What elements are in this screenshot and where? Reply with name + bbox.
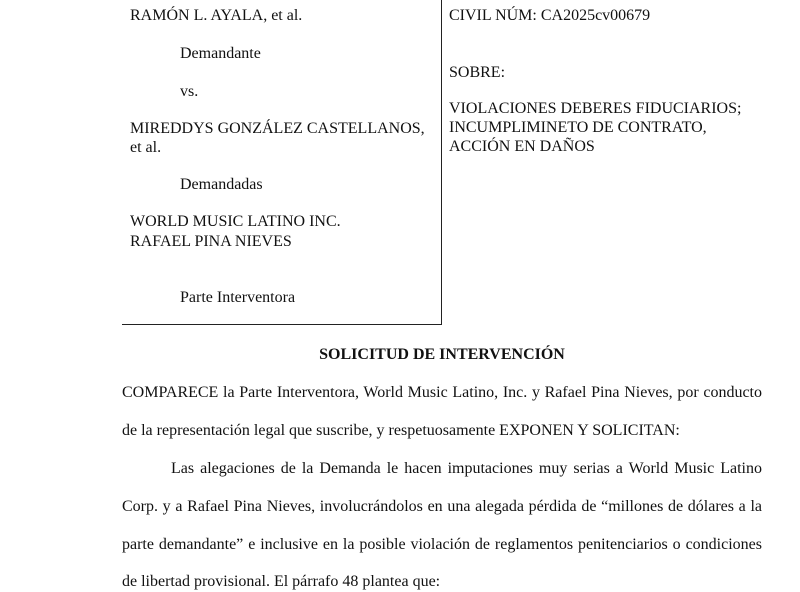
defendant-name-line1: MIREDDYS GONZÁLEZ CASTELLANOS, (130, 120, 425, 137)
case-number: CIVIL NÚM: CA2025cv00679 (449, 7, 651, 24)
versus-label: vs. (180, 83, 199, 100)
subject-line1: VIOLACIONES DEBERES FIDUCIARIOS; (449, 100, 742, 117)
caption-box (122, 0, 442, 325)
subject-line2: INCUMPLIMINETO DE CONTRATO, (449, 119, 707, 136)
defendant-role: Demandadas (180, 176, 263, 193)
plaintiff-role: Demandante (180, 45, 261, 62)
intervenor-name-line2: RAFAEL PINA NIEVES (130, 233, 292, 250)
paragraph-2-line-3: parte demandante” e inclusive en la posible violación de reglamentos penitenciarios o condiciones (122, 536, 762, 553)
subject-line3: ACCIÓN EN DAÑOS (449, 138, 595, 155)
document-title: SOLICITUD DE INTERVENCIÓN (319, 346, 565, 363)
paragraph-2-line-2: Corp. y a Rafael Pina Nieves, involucrándolos en una alegada pérdida de “millones de dólares a la (122, 498, 762, 515)
sobre-label: SOBRE: (449, 64, 506, 81)
paragraph-1-line-2: de la representación legal que suscribe, y respetuosamente EXPONEN Y SOLICITAN: (122, 422, 680, 439)
plaintiff-name: RAMÓN L. AYALA, et al. (130, 7, 303, 24)
paragraph-2-line-1: Las alegaciones de la Demanda le hacen imputaciones muy serias a World Music Latino (171, 460, 762, 477)
intervenor-role: Parte Interventora (180, 289, 296, 306)
intervenor-name-line1: WORLD MUSIC LATINO INC. (130, 213, 341, 230)
defendant-name-line2: et al. (130, 139, 162, 156)
paragraph-1-line-1: COMPARECE la Parte Interventora, World Music Latino, Inc. y Rafael Pina Nieves, por conducto (122, 384, 762, 401)
paragraph-2-line-4: de libertad provisional. El párrafo 48 plantea que: (122, 573, 441, 590)
